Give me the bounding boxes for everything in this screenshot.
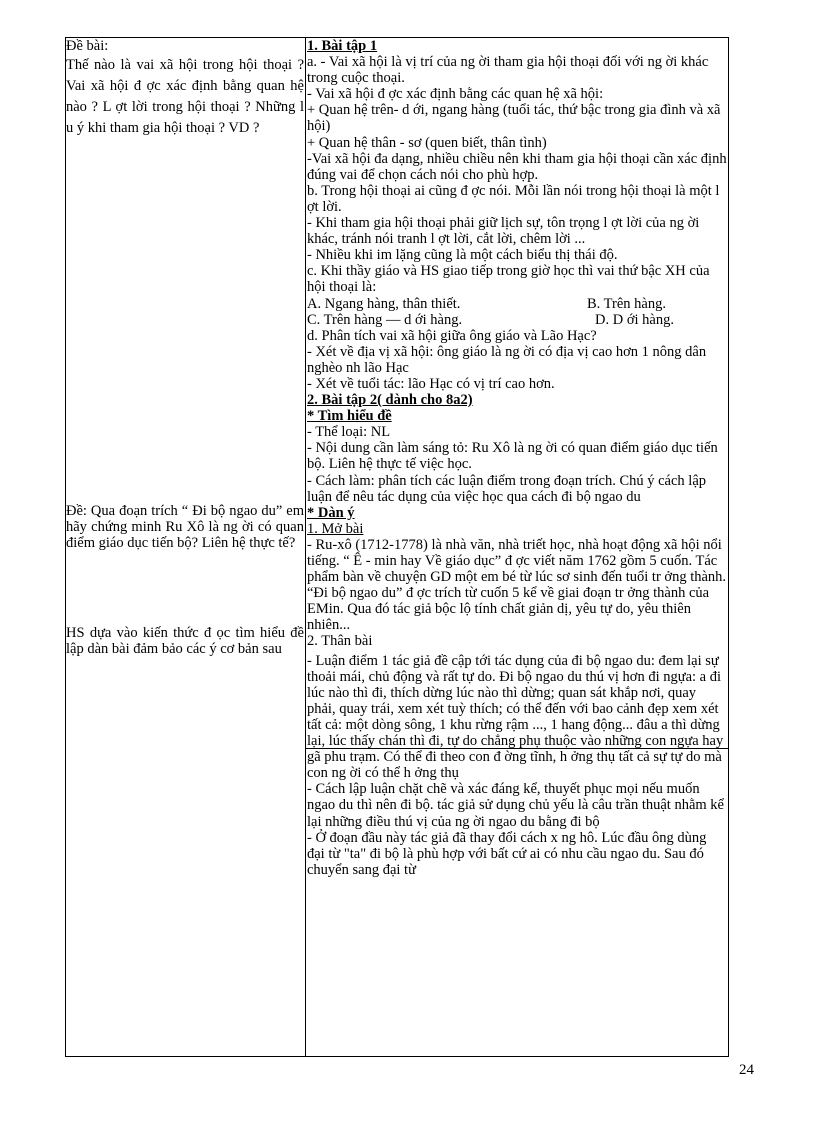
answer-line: - Nội dung cần làm sáng tỏ: Ru Xô là ng ời có quan điểm giáo dục tiến bộ. Liên hệ thực tế việc học. (307, 440, 718, 473)
answer-line: - Xét về tuổi tác: lão Hạc có vị trí cao hơn. (307, 375, 555, 392)
answer-line: - Xét về địa vị xã hội: ông giáo là ng ời có địa vị cao hơn 1 nông dân nghèo nh lão Hạc (307, 343, 707, 376)
answer-line: b. Trong hội thoại ai cũng đ ợc nói. Mỗi lần nói trong hội thoại là một l ợt lời. (307, 182, 720, 215)
answer-line: a. - Vai xã hội là vị trí của ng ời tham gia hội thoại đối với ng ời khác trong cuộc thoại. (307, 54, 709, 87)
answer-line: - Cách làm: phân tích các luận điểm trong đoạn trích. Chú ý cách lập luận để nêu tác dụng của việc học qua cách đi bộ ngao du (307, 472, 707, 505)
option-d: D. D ới hàng. (595, 311, 674, 328)
question-text: Thế nào là vai xã hội trong hội thoại ? Vai xã hội đ ợc xác định bằng quan hệ nào ? L ợt lời trong hội thoại ? Những l u ý khi tham gia hội thoại ? VD ? (66, 57, 304, 136)
answer-line: - Vai xã hội đ ợc xác định bằng các quan hệ xã hội: (307, 86, 604, 103)
question-3 (66, 625, 304, 657)
body-heading: 2. Thân bài (307, 633, 373, 650)
question-2 (66, 503, 304, 551)
question-1 (66, 38, 304, 139)
option-b: B. Trên hàng. (587, 295, 666, 312)
outline-heading: * Dàn ý (307, 504, 355, 521)
question-2-text: Đề: Qua đoạn trích “ Đi bộ ngao du” em hãy chứng minh Ru Xô là ng ời có quan điểm giáo dục tiến bộ? Liên hệ thực tế? (66, 503, 304, 551)
exercise-2-title: 2. Bài tập 2( dành cho 8a2) (307, 392, 473, 409)
column-divider (305, 37, 306, 1057)
body-line: - Ở đoạn đầu này tác giả đã thay đổi cách x ng hô. Lúc đầu ông dùng đại từ "ta" đi bộ là phù hợp với bất cứ ai có nhu cầu ngao du. Sau đó chuyển sang đại từ (307, 829, 707, 878)
answer-line: - Khi tham gia hội thoại phải giữ lịch sự, tôn trọng l ợt lời của ng ời khác, tránh nói tranh l ợt lời, cắt lời, chêm lời ... (307, 215, 700, 248)
body-line: - Luận điểm 1 tác giả đề cập tới tác dụng của đi bộ ngao du: đem lại sự thoải mái, chủ động và rất tự do. Đi bộ ngao du thú vị hơn đi ngựa: a đi lúc nào thì đi, thích dừng lúc nào thì dừng; quan sát khắp nơi, quay phải, quay trái, xem xét tuỳ thích; có thể đến với bao cảnh đẹp xem xét tất cả: một dòng sông, 1 khu rừng rậm ..., 1 hang động... đâu a thì dừng lại, lúc thấy chán thì đi, tự do chẳng phụ thuộc vào những con ngựa hay gã phu trạm. Có thể đi theo con đ ờng tĩnh, h ởng thụ tất cả sự tự do mà con ng ời có thể h ởng thụ (307, 652, 724, 782)
option-row (307, 296, 727, 312)
answer-line: + Quan hệ trên- d ới, ngang hàng (tuổi tác, thứ bậc trong gia đình và xã hội) (307, 102, 721, 135)
option-c: C. Trên hàng — d ới hàng. (307, 311, 463, 328)
intro-heading: 1. Mở bài (307, 520, 364, 537)
option-row (307, 312, 727, 328)
question-label: Đề bài: (66, 38, 109, 54)
intro-text: - Ru-xô (1712-1778) là nhà văn, nhà triết học, nhà hoạt động xã hội nổi tiếng. “ Ê - min hay Về giáo dục” đ ợc viết năm 1762 gồm 5 cuốn. Tác phẩm bàn về chuyện GD một em bé từ lúc sơ sinh đến tuổi tr ởng thành. “Đi bộ ngao du” đ ợc trích từ cuốn 5 kể về giai đoạn tr ởng thành của EMin. Qua đó tác giả bộc lộ tính chất giản dị, yêu tự do, yêu thiên nhiên... (307, 536, 727, 634)
analyze-topic-heading: * Tìm hiểu đề (307, 408, 392, 425)
exercise-1-title: 1. Bài tập 1 (307, 38, 378, 54)
answer-line: d. Phân tích vai xã hội giữa ông giáo và Lão Hạc? (307, 327, 597, 344)
answer-line: -Vai xã hội đa dạng, nhiều chiều nên khi tham gia hội thoại cần xác định đúng vai để chọn cách nói cho phù hợp. (307, 150, 727, 183)
answer-line: - Thể loại: NL (307, 424, 391, 441)
page-number: 24 (739, 1062, 754, 1078)
answer-line: c. Khi thầy giáo và HS giao tiếp trong giờ học thì vai thứ bậc XH của hội thoại là: (307, 263, 710, 296)
answer-line: - Nhiều khi im lặng cũng là một cách biểu thị thái độ. (307, 247, 618, 264)
answer-line: + Quan hệ thân - sơ (quen biết, thân tình) (307, 134, 547, 151)
body-line: - Cách lập luận chặt chẽ và xác đáng kể, thuyết phục mọi nếu muốn ngao du thì nên đi bộ. tác giả sử dụng chủ yếu là câu trần thuật nhằm kể lại những điều thú vị của ng ời ngao du bằng đi bộ (307, 781, 724, 830)
answer-column (307, 38, 727, 1056)
option-a: A. Ngang hàng, thân thiết. (307, 295, 461, 312)
question-3-text: HS dựa vào kiến thức đ ọc tìm hiểu đề lập dàn bài đảm bảo các ý cơ bản sau (66, 625, 304, 657)
